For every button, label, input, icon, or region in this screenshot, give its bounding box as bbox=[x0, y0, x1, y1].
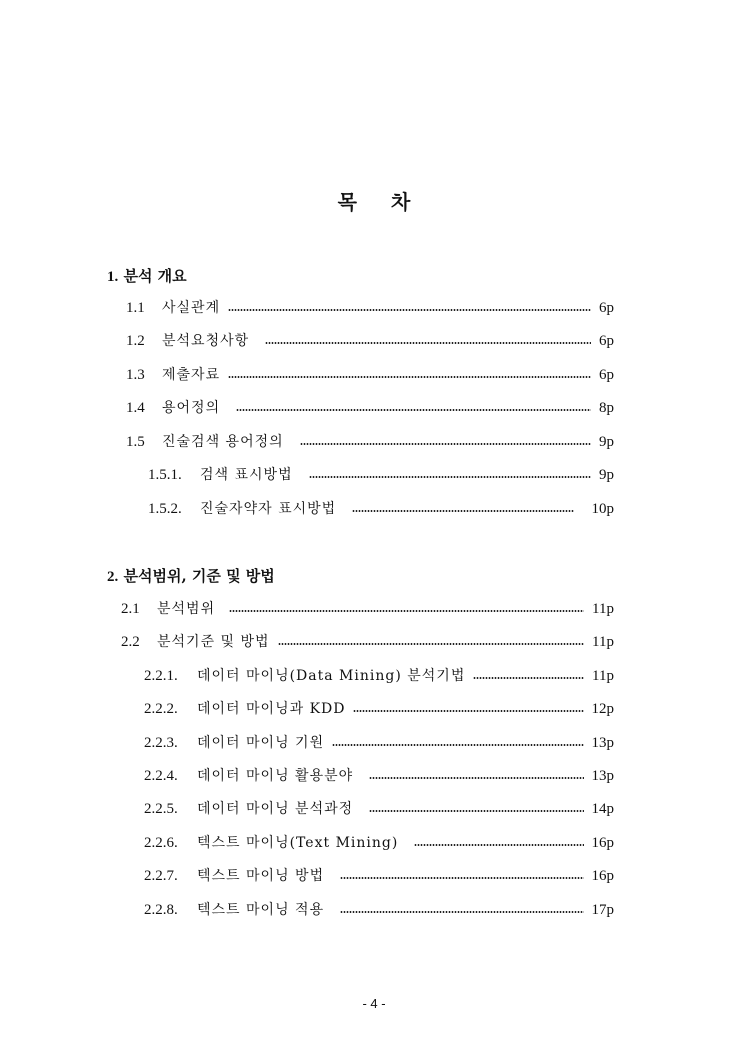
toc-entry-page: 13p bbox=[591, 735, 614, 751]
toc-entry-1-5-2[interactable] bbox=[148, 499, 614, 519]
toc-entry-label: 검색 표시방법 bbox=[200, 467, 293, 483]
toc-entry-2-2-4[interactable] bbox=[144, 766, 614, 786]
section-number: 2. bbox=[107, 569, 119, 585]
toc-entry-number: 1.4 bbox=[126, 400, 145, 416]
title-char-1: 목 bbox=[337, 190, 357, 214]
toc-entry-page: 16p bbox=[591, 835, 614, 851]
toc-entry-number: 2.2.6. bbox=[144, 835, 178, 851]
toc-entry-label: 분석범위 bbox=[157, 601, 216, 617]
toc-entry-page: 6p bbox=[599, 333, 614, 349]
toc-entry-label: 진술검색 용어정의 bbox=[162, 434, 284, 450]
dot-leader bbox=[265, 342, 591, 344]
toc-entry-label: 텍스트 마이닝 적용 bbox=[197, 902, 325, 918]
toc-entry-number: 2.2.1. bbox=[144, 668, 178, 684]
toc-entry-label: 데이터 마이닝 기원 bbox=[197, 735, 325, 751]
dot-leader bbox=[414, 844, 583, 846]
page-number: - 4 - bbox=[362, 996, 386, 1011]
dot-leader bbox=[332, 744, 583, 746]
toc-entry-1-5[interactable] bbox=[126, 432, 614, 452]
dot-leader bbox=[309, 476, 591, 478]
toc-entry-page: 6p bbox=[599, 300, 614, 316]
section-title: 분석범위, 기준 및 방법 bbox=[123, 567, 275, 585]
toc-entry-label: 진술자약자 표시방법 bbox=[200, 501, 337, 517]
toc-entry-2-2-3[interactable] bbox=[144, 733, 614, 753]
toc-entry-2-2[interactable] bbox=[121, 632, 614, 652]
toc-entry-label: 데이터 마이닝 분석과정 bbox=[197, 801, 354, 817]
toc-entry-2-2-7[interactable] bbox=[144, 866, 614, 886]
toc-entry-page: 11p bbox=[592, 634, 614, 650]
toc-entry-number: 2.2 bbox=[121, 634, 140, 650]
toc-entry-label: 데이터 마이닝(Data Mining) 분석기법 bbox=[197, 668, 466, 684]
dot-leader bbox=[369, 810, 583, 812]
section-title: 분석 개요 bbox=[123, 267, 187, 285]
toc-entry-page: 11p bbox=[592, 601, 614, 617]
toc-entry-2-2-5[interactable] bbox=[144, 799, 614, 819]
toc-entry-1-5-1[interactable] bbox=[148, 465, 614, 485]
toc-entry-2-2-6[interactable] bbox=[144, 833, 614, 853]
dot-leader bbox=[369, 777, 583, 779]
dot-leader bbox=[340, 911, 583, 913]
toc-entry-page: 9p bbox=[599, 467, 614, 483]
section-heading-1 bbox=[107, 266, 187, 287]
section-number: 1. bbox=[107, 269, 119, 285]
dot-leader bbox=[473, 677, 584, 679]
toc-entry-2-1[interactable] bbox=[121, 599, 614, 619]
dot-leader bbox=[236, 409, 591, 411]
toc-entry-number: 1.5.2. bbox=[148, 501, 182, 517]
dot-leader bbox=[340, 877, 583, 879]
toc-entry-page: 13p bbox=[591, 768, 614, 784]
dot-leader bbox=[228, 376, 591, 378]
toc-entry-page: 6p bbox=[599, 367, 614, 383]
dot-leader bbox=[352, 510, 573, 512]
toc-entry-label: 제출자료 bbox=[162, 367, 221, 383]
toc-entry-number: 2.2.5. bbox=[144, 801, 178, 817]
toc-entry-label: 용어정의 bbox=[162, 400, 221, 416]
toc-entry-2-2-1[interactable] bbox=[144, 666, 614, 686]
toc-entry-number: 2.2.4. bbox=[144, 768, 178, 784]
toc-entry-1-3[interactable] bbox=[126, 365, 614, 385]
dot-leader bbox=[300, 443, 591, 445]
toc-entry-label: 사실관계 bbox=[162, 300, 221, 316]
toc-entry-page: 9p bbox=[599, 434, 614, 450]
toc-entry-number: 2.2.7. bbox=[144, 868, 178, 884]
toc-entry-label: 데이터 마이닝과 KDD bbox=[197, 701, 346, 717]
toc-entry-page: 17p bbox=[591, 902, 614, 918]
toc-entry-page: 12p bbox=[591, 701, 614, 717]
toc-entry-number: 2.2.3. bbox=[144, 735, 178, 751]
toc-entry-label: 분석요청사항 bbox=[162, 333, 250, 349]
dot-leader bbox=[278, 643, 584, 645]
toc-entry-2-2-2[interactable] bbox=[144, 699, 614, 719]
title-char-2: 차 bbox=[391, 190, 411, 214]
toc-entry-number: 1.1 bbox=[126, 300, 145, 316]
toc-entry-2-2-8[interactable] bbox=[144, 900, 614, 920]
dot-leader bbox=[353, 710, 583, 712]
toc-entry-page: 16p bbox=[591, 868, 614, 884]
toc-entry-1-4[interactable] bbox=[126, 398, 614, 418]
toc-entry-number: 1.3 bbox=[126, 367, 145, 383]
toc-entry-number: 1.5 bbox=[126, 434, 145, 450]
section-heading-2 bbox=[107, 566, 275, 587]
toc-entry-1-1[interactable] bbox=[126, 298, 614, 318]
toc-entry-number: 2.1 bbox=[121, 601, 140, 617]
page-title bbox=[0, 186, 748, 215]
toc-entry-label: 분석기준 및 방법 bbox=[157, 634, 270, 650]
toc-entry-number: 1.5.1. bbox=[148, 467, 182, 483]
toc-entry-number: 2.2.8. bbox=[144, 902, 178, 918]
toc-entry-number: 1.2 bbox=[126, 333, 145, 349]
toc-entry-label: 텍스트 마이닝(Text Mining) bbox=[197, 835, 399, 851]
dot-leader bbox=[228, 309, 591, 311]
toc-entry-page: 11p bbox=[592, 668, 614, 684]
toc-entry-number: 2.2.2. bbox=[144, 701, 178, 717]
dot-leader bbox=[229, 610, 584, 612]
toc-entry-page: 8p bbox=[599, 400, 614, 416]
toc-entry-page: 10p bbox=[591, 501, 614, 517]
toc-entry-label: 텍스트 마이닝 방법 bbox=[197, 868, 325, 884]
toc-entry-1-2[interactable] bbox=[126, 331, 614, 351]
toc-entry-page: 14p bbox=[591, 801, 614, 817]
toc-entry-label: 데이터 마이닝 활용분야 bbox=[197, 768, 354, 784]
